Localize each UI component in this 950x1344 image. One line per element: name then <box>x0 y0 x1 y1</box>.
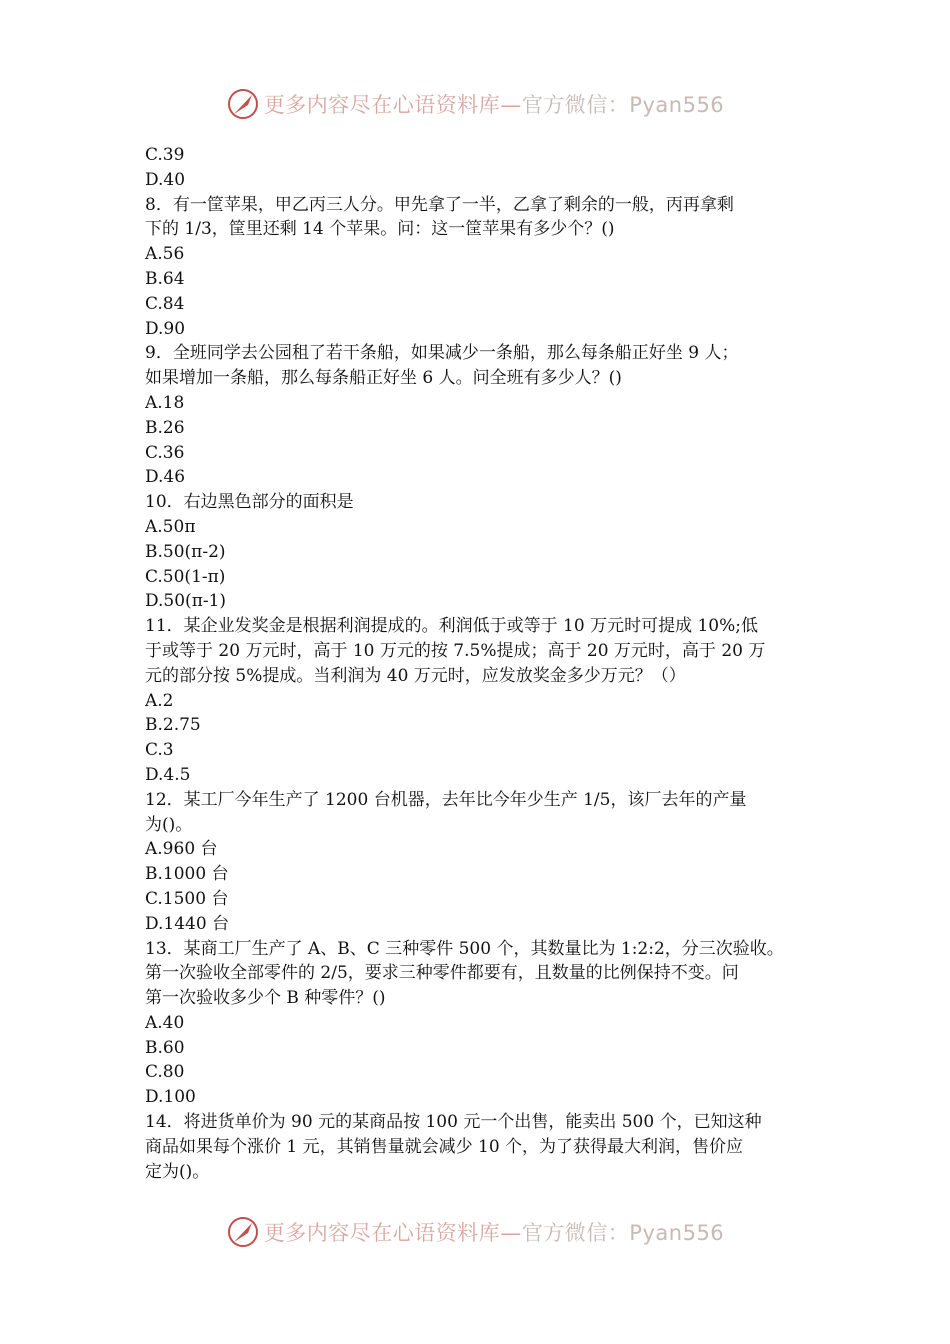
header-banner-wechat: 官方微信：Pyan556 <box>521 93 725 117</box>
text-line: A.2 <box>145 690 174 711</box>
text-line: B.60 <box>145 1037 185 1058</box>
text-line: A.40 <box>145 1012 185 1033</box>
text-line: C.36 <box>145 442 185 463</box>
header-banner-text <box>264 89 724 119</box>
text-line: 第一次验收全部零件的 2/5，要求三种零件都要有，且数量的比例保持不变。问 <box>145 963 739 984</box>
quill-logo-icon <box>226 1215 260 1249</box>
text-line: A.18 <box>145 392 185 413</box>
footer-banner-wechat: 官方微信：Pyan556 <box>521 1221 725 1245</box>
text-line: C.3 <box>145 740 174 761</box>
text-line: D.90 <box>145 318 186 339</box>
text-line: 第一次验收多少个 B 种零件？() <box>145 988 386 1009</box>
text-line: C.50(1-π) <box>145 566 226 587</box>
text-line: 下的 1/3，筐里还剩 14 个苹果。问：这一筐苹果有多少个？() <box>145 219 615 240</box>
text-line: 11．某企业发奖金是根据利润提成的。利润低于或等于 10 万元时可提成 10%;低 <box>145 616 758 637</box>
text-line: 14．将进货单价为 90 元的某商品按 100 元一个出售，能卖出 500 个，已知这种 <box>145 1112 762 1133</box>
footer-banner-text <box>264 1217 724 1247</box>
text-line: 为()。 <box>145 814 193 835</box>
text-line: C.1500 台 <box>145 888 229 909</box>
text-line: 13．某商工厂生产了 A、B、C 三种零件 500 个，其数量比为 1:2:2，分三次验收。 <box>145 938 784 959</box>
text-line: C.84 <box>145 293 185 314</box>
text-line: D.50(π-1) <box>145 591 227 612</box>
text-line: 10．右边黑色部分的面积是 <box>145 492 354 513</box>
text-line: 定为()。 <box>145 1161 210 1182</box>
text-line: D.40 <box>145 169 186 190</box>
text-line: 元的部分按 5%提成。当利润为 40 万元时，应发放奖金多少万元？（） <box>145 665 686 686</box>
header-banner <box>0 84 950 124</box>
text-line: 如果增加一条船，那么每条船正好坐 6 人。问全班有多少人？() <box>145 368 622 389</box>
text-line: B.2.75 <box>145 715 201 736</box>
text-line: D.4.5 <box>145 764 191 785</box>
text-line: 商品如果每个涨价 1 元，其销售量就会减少 10 个，为了获得最大利润，售价应 <box>145 1136 744 1157</box>
text-line: B.50(π-2) <box>145 541 226 562</box>
quill-logo-icon <box>226 87 260 121</box>
text-line: A.56 <box>145 244 185 265</box>
text-line: B.26 <box>145 417 185 438</box>
header-banner-main: 更多内容尽在心语资料库— <box>263 93 522 117</box>
text-line: 12．某工厂今年生产了 1200 台机器，去年比今年少生产 1/5，该厂去年的产量 <box>145 789 747 810</box>
footer-banner-main: 更多内容尽在心语资料库— <box>263 1221 522 1245</box>
text-line: C.80 <box>145 1062 185 1083</box>
text-line: 于或等于 20 万元时，高于 10 万元的按 7.5%提成；高于 20 万元时，高于 20 万 <box>145 640 766 661</box>
text-line: D.100 <box>145 1087 196 1108</box>
document-body <box>145 143 817 1184</box>
text-line: C.39 <box>145 145 185 165</box>
text-line: D.1440 台 <box>145 913 230 934</box>
footer-banner <box>0 1212 950 1252</box>
text-line: A.50π <box>145 516 196 537</box>
text-line: B.1000 台 <box>145 864 229 885</box>
text-line: 9．全班同学去公园租了若干条船，如果减少一条船，那么每条船正好坐 9 人； <box>145 343 739 364</box>
text-line: 8．有一筐苹果，甲乙丙三人分。甲先拿了一半，乙拿了剩余的一般，丙再拿剩 <box>145 194 734 215</box>
text-line: A.960 台 <box>145 839 218 860</box>
text-line: B.64 <box>145 268 185 289</box>
text-line: D.46 <box>145 467 186 488</box>
